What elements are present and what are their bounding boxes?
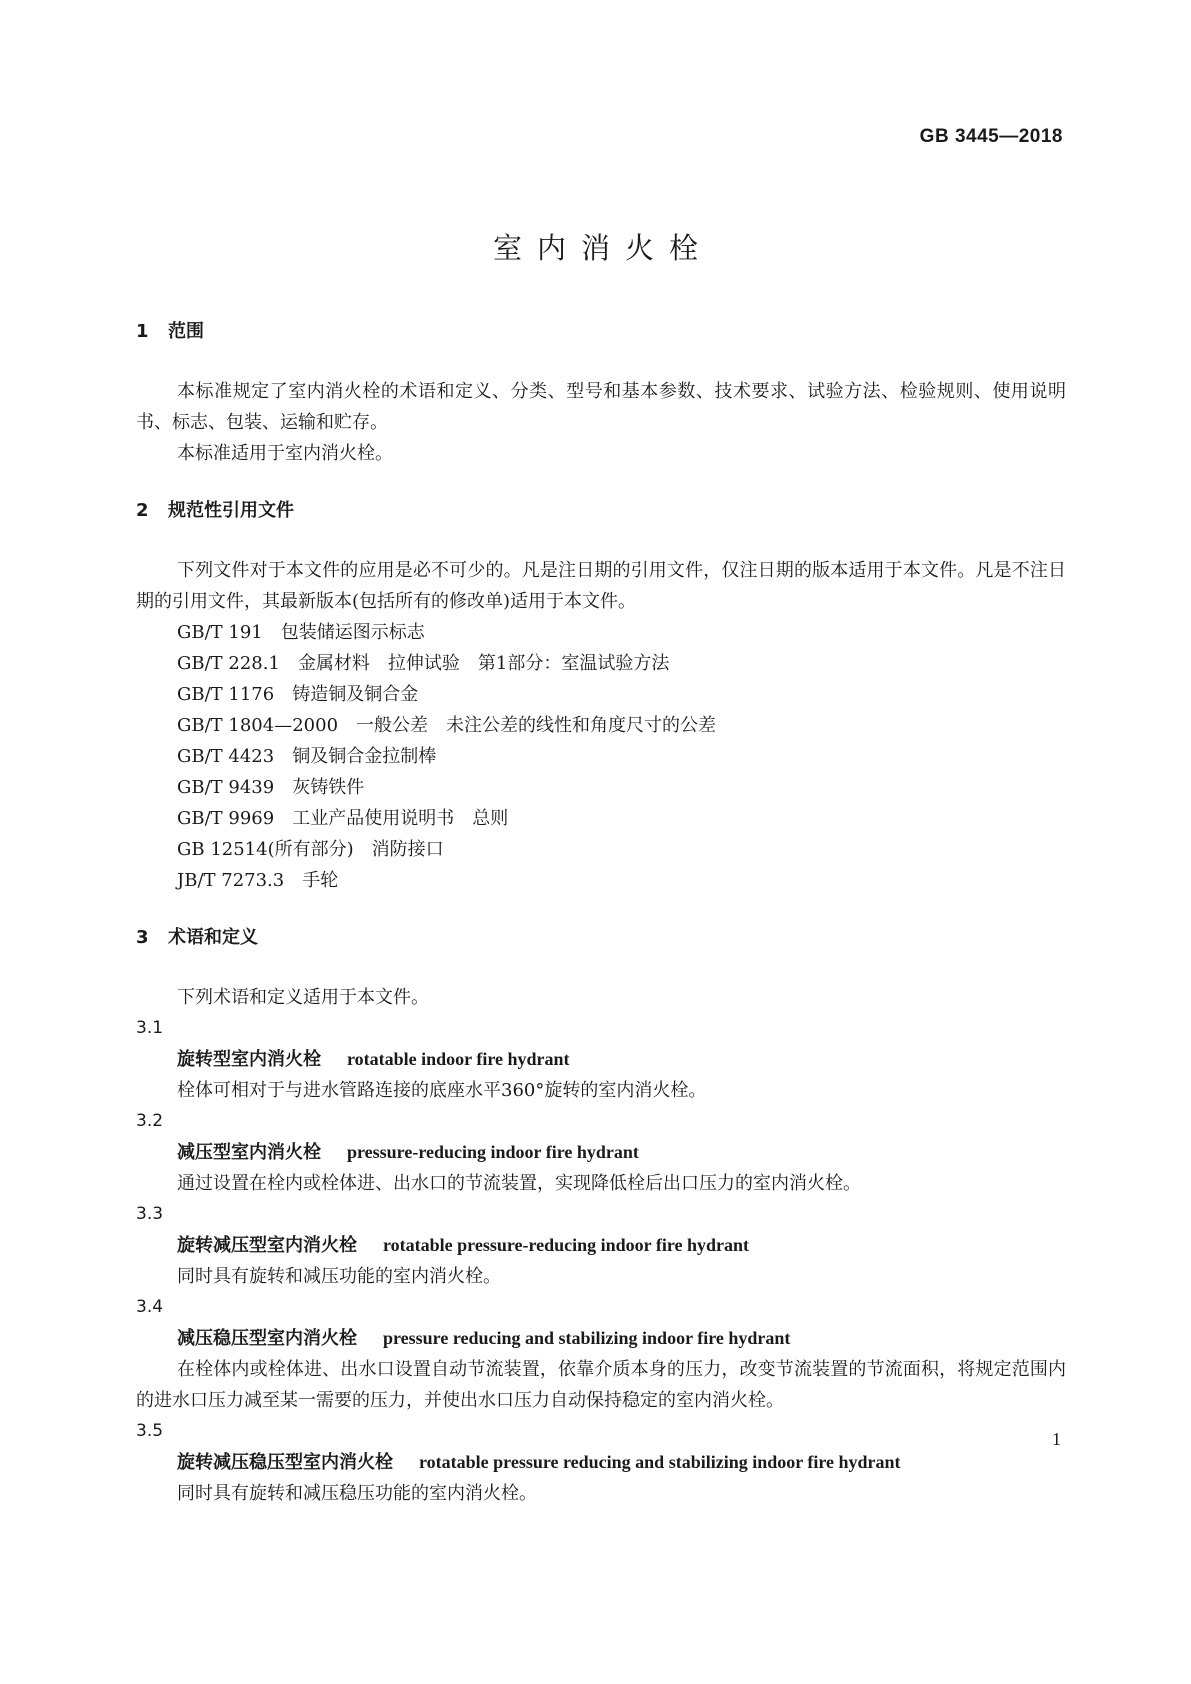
term-zh: 减压型室内消火栓 [177,1142,321,1163]
term-heading [136,1230,1066,1261]
term-definition: 同时具有旋转和减压稳压功能的室内消火栓。 [177,1483,537,1504]
reference-item [136,865,1066,896]
reference-item [136,648,1066,679]
reference-code: GB/T 9969 [177,808,275,829]
references-intro: 下列文件对于本文件的应用是必不可少的。凡是注日期的引用文件，仅注日期的版本适用于本文件。凡是不注日期的引用文件，其最新版本(包括所有的修改单)适用于本文件。 [136,560,1066,612]
term-en: rotatable pressure reducing and stabilizing indoor fire hydrant [419,1452,901,1472]
term-entry [136,1292,1066,1416]
term-en: rotatable indoor fire hydrant [347,1049,570,1069]
term-definition: 通过设置在栓内或栓体进、出水口的节流装置，实现降低栓后出口压力的室内消火栓。 [177,1173,861,1194]
term-definition: 同时具有旋转和减压功能的室内消火栓。 [177,1266,501,1287]
reference-item [136,710,1066,741]
term-number: 3.1 [136,1018,164,1038]
reference-item [136,617,1066,648]
reference-title: 铸造铜及铜合金 [292,684,419,705]
reference-title: 消防接口 [371,839,444,860]
reference-title: 铜及铜合金拉制棒 [292,746,437,767]
term-entry [136,1199,1066,1292]
reference-item [136,803,1066,834]
reference-code: GB/T 1176 [177,684,275,705]
term-heading [136,1447,1066,1478]
reference-code: GB/T 1804—2000 [177,715,339,736]
section-title: 规范性引用文件 [168,500,294,521]
section-title: 术语和定义 [168,927,258,948]
reference-title: 工业产品使用说明书 总则 [292,808,509,829]
document-body [136,318,1066,1509]
term-entry [136,1416,1066,1509]
reference-title: 手轮 [302,870,339,891]
term-en: rotatable pressure-reducing indoor fire hydrant [383,1235,750,1255]
section-heading-terms-definitions [136,924,1066,952]
term-definition: 栓体可相对于与进水管路连接的底座水平360°旋转的室内消火栓。 [177,1080,707,1101]
reference-item [136,772,1066,803]
term-zh: 旋转减压型室内消火栓 [177,1235,357,1256]
reference-item [136,834,1066,865]
terms-intro: 下列术语和定义适用于本文件。 [177,987,429,1008]
document-title: 室内消火栓 [492,231,713,265]
term-number: 3.5 [136,1421,164,1441]
scope-paragraph: 本标准适用于室内消火栓。 [177,443,393,464]
standard-code: GB 3445—2018 [919,126,1063,147]
term-entry [136,1013,1066,1106]
section-heading-scope [136,318,1066,346]
reference-title: 包装储运图示标志 [280,622,425,643]
term-heading [136,1044,1066,1075]
reference-code: JB/T 7273.3 [177,870,285,891]
reference-code: GB/T 228.1 [177,653,280,674]
section-number: 1 [136,321,149,342]
reference-code: GB 12514(所有部分) [177,839,354,860]
term-zh: 旋转减压稳压型室内消火栓 [177,1452,393,1473]
term-entry [136,1106,1066,1199]
section-number: 3 [136,927,149,948]
reference-code: GB/T 9439 [177,777,275,798]
reference-item [136,679,1066,710]
page-number: 1 [1052,1429,1061,1449]
section-heading-normative-references [136,497,1066,525]
term-number: 3.3 [136,1204,164,1224]
reference-title: 灰铸铁件 [292,777,365,798]
term-number: 3.4 [136,1297,164,1317]
reference-title: 一般公差 未注公差的线性和角度尺寸的公差 [356,715,717,736]
reference-code: GB/T 191 [177,622,263,643]
scope-paragraph: 本标准规定了室内消火栓的术语和定义、分类、型号和基本参数、技术要求、试验方法、检验规则、使用说明书、标志、包装、运输和贮存。 [136,381,1066,433]
reference-item [136,741,1066,772]
term-zh: 减压稳压型室内消火栓 [177,1328,357,1349]
term-heading [136,1137,1066,1168]
term-definition: 在栓体内或栓体进、出水口设置自动节流装置，依靠介质本身的压力，改变节流装置的节流面积，将规定范围内的进水口压力减至某一需要的压力，并使出水口压力自动保持稳定的室内消火栓。 [136,1359,1066,1411]
reference-list [136,617,1066,896]
term-zh: 旋转型室内消火栓 [177,1049,321,1070]
section-number: 2 [136,500,149,521]
term-number: 3.2 [136,1111,164,1131]
section-title: 范围 [168,321,204,342]
term-heading [136,1323,1066,1354]
term-en: pressure-reducing indoor fire hydrant [347,1142,639,1162]
reference-title: 金属材料 拉伸试验 第1部分：室温试验方法 [297,653,670,674]
term-en: pressure reducing and stabilizing indoor fire hydrant [383,1328,791,1348]
reference-code: GB/T 4423 [177,746,275,767]
